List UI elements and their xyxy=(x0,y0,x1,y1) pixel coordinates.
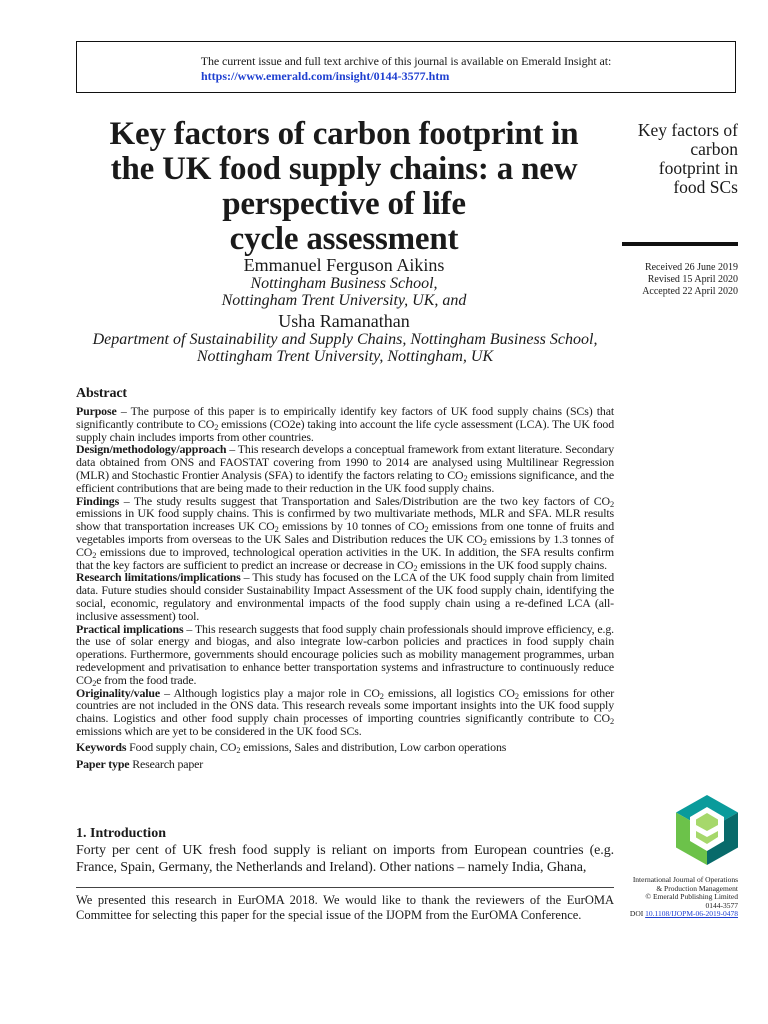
accepted-date: Accepted 22 April 2020 xyxy=(642,286,738,297)
author-name: Emmanuel Ferguson Aikins xyxy=(243,255,445,275)
doi-line xyxy=(612,910,738,919)
journal-name: International Journal of Operations xyxy=(632,875,738,884)
abstract-label: Purpose xyxy=(76,404,117,418)
author-affiliation: Nottingham Trent University, Nottingham, UK xyxy=(196,348,494,365)
abstract-limitations xyxy=(76,571,614,622)
side-divider xyxy=(622,242,738,246)
abstract-label: Design/methodology/approach xyxy=(76,442,227,457)
abstract-text: – This research suggests that food supply chain professionals should improve efficiency, e.g. the use of solar energy and biogas, and also integrate low-carbon policies and practices in food supply chain operations. Furthermore, governments should encourage policies such as mobility management programmes, urban redevelopment and privatisation to enhance better transportation systems and infrastructure to continuously reduce $CO_2e$ from the food trade. xyxy=(76,621,614,688)
publisher: © Emerald Publishing Limited xyxy=(645,892,738,902)
doi-label: DOI xyxy=(629,909,644,919)
abstract-purpose xyxy=(76,405,614,443)
abstract-section xyxy=(76,386,614,770)
paper-type-text: Research paper xyxy=(129,756,204,771)
journal-name: & Production Management xyxy=(656,883,738,893)
issn: 0144-3577 xyxy=(705,900,738,910)
running-title xyxy=(612,121,738,197)
archive-notice-text: The current issue and full text archive of this journal is available on Emerald Insight at: xyxy=(200,54,612,68)
journal-info xyxy=(612,876,738,919)
keywords-label: Keywords xyxy=(76,739,127,754)
author-name: Usha Ramanathan xyxy=(278,311,410,331)
footnote: We presented this research in EurOMA 2018. We would like to thank the reviewers of the EurOMA Committee for selecting this paper for the special issue of the IJOPM from the EurOMA Conference. xyxy=(76,893,614,922)
doi-link[interactable]: 10.1108/IJOPM-06-2019-0478 xyxy=(645,909,738,919)
archive-notice-box xyxy=(76,41,736,93)
abstract-label: Practical implications xyxy=(76,621,184,636)
abstract-text: – Although logistics play a major role in $CO_2$ emissions, all logistics $CO_2$ emissions for other countries are not included in the ONS data. This research reveals some important insights into the UK food supply chains. Logistics and other food supply chain processes of importing countries significantly contribute to $CO_2$ emissions which are yet to be considered in the UK food SCs. xyxy=(76,685,615,738)
title-line: perspective of life xyxy=(222,186,466,222)
received-date: Received 26 June 2019 xyxy=(644,262,738,273)
keywords xyxy=(76,741,614,754)
title-line: Key factors of carbon footprint in xyxy=(109,116,579,152)
footnote-divider xyxy=(76,887,614,888)
abstract-text: – This study has focused on the LCA of the UK food supply chain from limited data. Future studies should consider Sustainability Impact Assessment of the UK food supply chain, identifying the social, economic, regulatory and environmental impacts of the food supply chain using a re-defined LCA (all-inclusive assessment) tool. xyxy=(76,570,614,623)
abstract-practical xyxy=(76,623,614,687)
abstract-heading: Abstract xyxy=(76,386,127,401)
running-title-line: footprint in xyxy=(658,158,738,178)
abstract-findings xyxy=(76,495,614,572)
abstract-design xyxy=(76,443,614,494)
paper-type xyxy=(76,758,614,771)
abstract-text: – This research develops a conceptual framework from extant literature. Secondary data obtained from ONS and FAOSTAT covering from 1990 to 2014 are analysed using Multilinear Regression (MLR) and Stochastic Frontier Analysis (SFA) to identify the factors relating to $CO_2$ emissions significance, and the efficient contributions that are being made to their reduction in the UK food supply chains. xyxy=(76,442,615,495)
keywords-text: Food supply chain, $CO_2$ emissions, Sales and distribution, Low carbon operations xyxy=(126,739,507,755)
paper-type-label: Paper type xyxy=(76,756,130,771)
article-dates xyxy=(612,262,738,298)
author-affiliation: Nottingham Business School, xyxy=(250,275,438,292)
running-title-line: food SCs xyxy=(673,177,738,197)
article-title xyxy=(76,117,612,257)
abstract-label: Findings xyxy=(76,493,120,508)
author-affiliation: Nottingham Trent University, UK, and xyxy=(221,292,467,309)
title-line: cycle assessment xyxy=(229,221,459,257)
abstract-label: Research limitations/implications xyxy=(76,570,241,585)
emerald-logo-icon xyxy=(676,795,738,865)
abstract-originality xyxy=(76,687,614,738)
running-title-line: Key factors of xyxy=(637,120,738,140)
running-title-line: carbon xyxy=(690,139,738,159)
section-heading: 1. Introduction xyxy=(76,826,166,841)
abstract-text: – The study results suggest that Transportation and Sales/Distribution are the two key factors of $CO_2$ emissions in UK food supply chains. This is confirmed by two multivariate methods, MLR and SFA. MLR results show that transportation increases UK $CO_2$ emissions by 10 tonnes of $CO_2$ emissions from one tonne of fruits and vegetables imports from overseas to the UK Sales and Distribution reduces the UK $CO_2$ emissions by 1.3 tonnes of $CO_2$ emissions due to improved, technological operation activities in the UK. In addition, the SFA results confirm that the key factors are sufficient to predict an increase or decrease in $CO_2$ emissions in the UK food supply chains. xyxy=(76,493,614,573)
archive-url-link[interactable]: https://www.emerald.com/insight/0144-3577.htm xyxy=(201,69,450,83)
revised-date: Revised 15 April 2020 xyxy=(647,274,738,285)
abstract-text: – The purpose of this paper is to empirically identify key factors of UK food supply chains (SCs) that significantly contribute to $CO_2$ emissions (CO2e) taking into account the life cycle assessment (LCA). The UK food supply chain includes imports from other countries. xyxy=(76,404,614,444)
abstract-label: Originality/value xyxy=(76,685,160,700)
intro-paragraph: Forty per cent of UK fresh food supply is reliant on imports from European countries (e.g. France, Spain, Germany, the Netherlands and Ireland). Other nations – namely India, Ghana, xyxy=(76,843,614,875)
title-line: the UK food supply chains: a new xyxy=(110,151,578,187)
author-affiliation: Department of Sustainability and Supply Chains, Nottingham Business School, xyxy=(92,331,598,348)
